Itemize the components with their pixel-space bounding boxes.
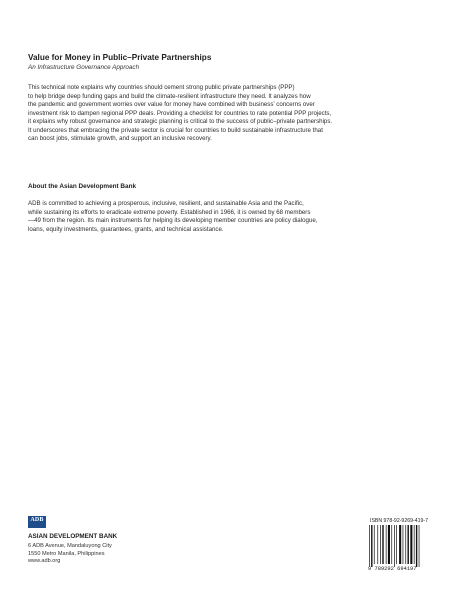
summary-line: the pandemic and government worries over value for money have combined with business’ concerns over	[28, 101, 315, 109]
summary-line: to help bridge deep funding gaps and build the climate-resilient infrastructure they need. It analyzes how	[28, 92, 311, 100]
barcode-bar	[410, 525, 412, 564]
summary-line: It underscores that embracing the private sector is crucial for countries to build sustainable infrastructure that	[28, 126, 323, 134]
address-line: 1550 Metro Manila, Philippines	[28, 550, 105, 557]
barcode-bar	[380, 525, 381, 564]
barcode-bar	[416, 525, 417, 567]
barcode-digits: 9 789292 694197	[368, 566, 417, 572]
barcode-bar	[391, 525, 392, 564]
barcode-bar	[388, 525, 390, 564]
address-line: 6 ADB Avenue, Mandaluyong City	[28, 543, 112, 549]
organization-address	[28, 543, 112, 566]
barcode-bar	[382, 525, 383, 564]
about-line: —49 from the region. Its main instruments for helping its developing member countries are policy dialogue,	[28, 217, 318, 225]
barcode-bar	[369, 525, 370, 567]
isbn-label: ISBN 978-92-9269-419-7	[370, 518, 428, 524]
summary-line: it explains why robust governance and strategic planning is critical to the success of public–private partnerships.	[28, 118, 333, 126]
summary-paragraph	[28, 84, 332, 144]
about-line: while sustaining its efforts to eradicate extreme poverty. Established in 1966, it is owned by 68 members	[28, 208, 311, 216]
adb-logo-text: ADB	[30, 517, 44, 523]
organization-name: ASIAN DEVELOPMENT BANK	[28, 533, 118, 540]
document-subtitle: An Infrastructure Governance Approach	[28, 64, 140, 71]
barcode-bar	[377, 525, 378, 564]
barcode-bar	[399, 525, 401, 564]
barcode-bar	[396, 525, 397, 564]
summary-line: can boost jobs, stimulate growth, and support an inclusive recovery.	[28, 135, 212, 143]
barcode-bar	[371, 525, 372, 567]
summary-line: This technical note explains why countries should cement strong public private partnerships (PPP)	[28, 84, 295, 91]
about-line: loans, equity investments, guarantees, grants, and technical assistance.	[28, 225, 224, 233]
barcode-bar	[414, 525, 415, 564]
adb-logo	[28, 516, 46, 528]
about-line: ADB is committed to achieving a prosperous, inclusive, resilient, and sustainable Asia and the Pacific,	[28, 200, 304, 207]
barcode-bar	[386, 525, 387, 564]
barcode-bar	[394, 525, 395, 567]
about-heading: About the Asian Development Bank	[28, 183, 137, 190]
barcode-bar	[419, 525, 420, 567]
website-link[interactable]: www.adb.org	[28, 558, 61, 565]
summary-line: investment risk to dampen regional PPP deals. Providing a checklist for countries to rate potential PPP projects,	[28, 109, 332, 117]
barcode-bar	[403, 525, 404, 564]
document-title: Value for Money in Public–Private Partnerships	[28, 53, 212, 62]
barcode-bar	[408, 525, 409, 564]
about-paragraph	[28, 200, 317, 234]
isbn-barcode	[368, 525, 430, 567]
barcode-bar	[405, 525, 406, 564]
barcode-bar	[374, 525, 375, 564]
